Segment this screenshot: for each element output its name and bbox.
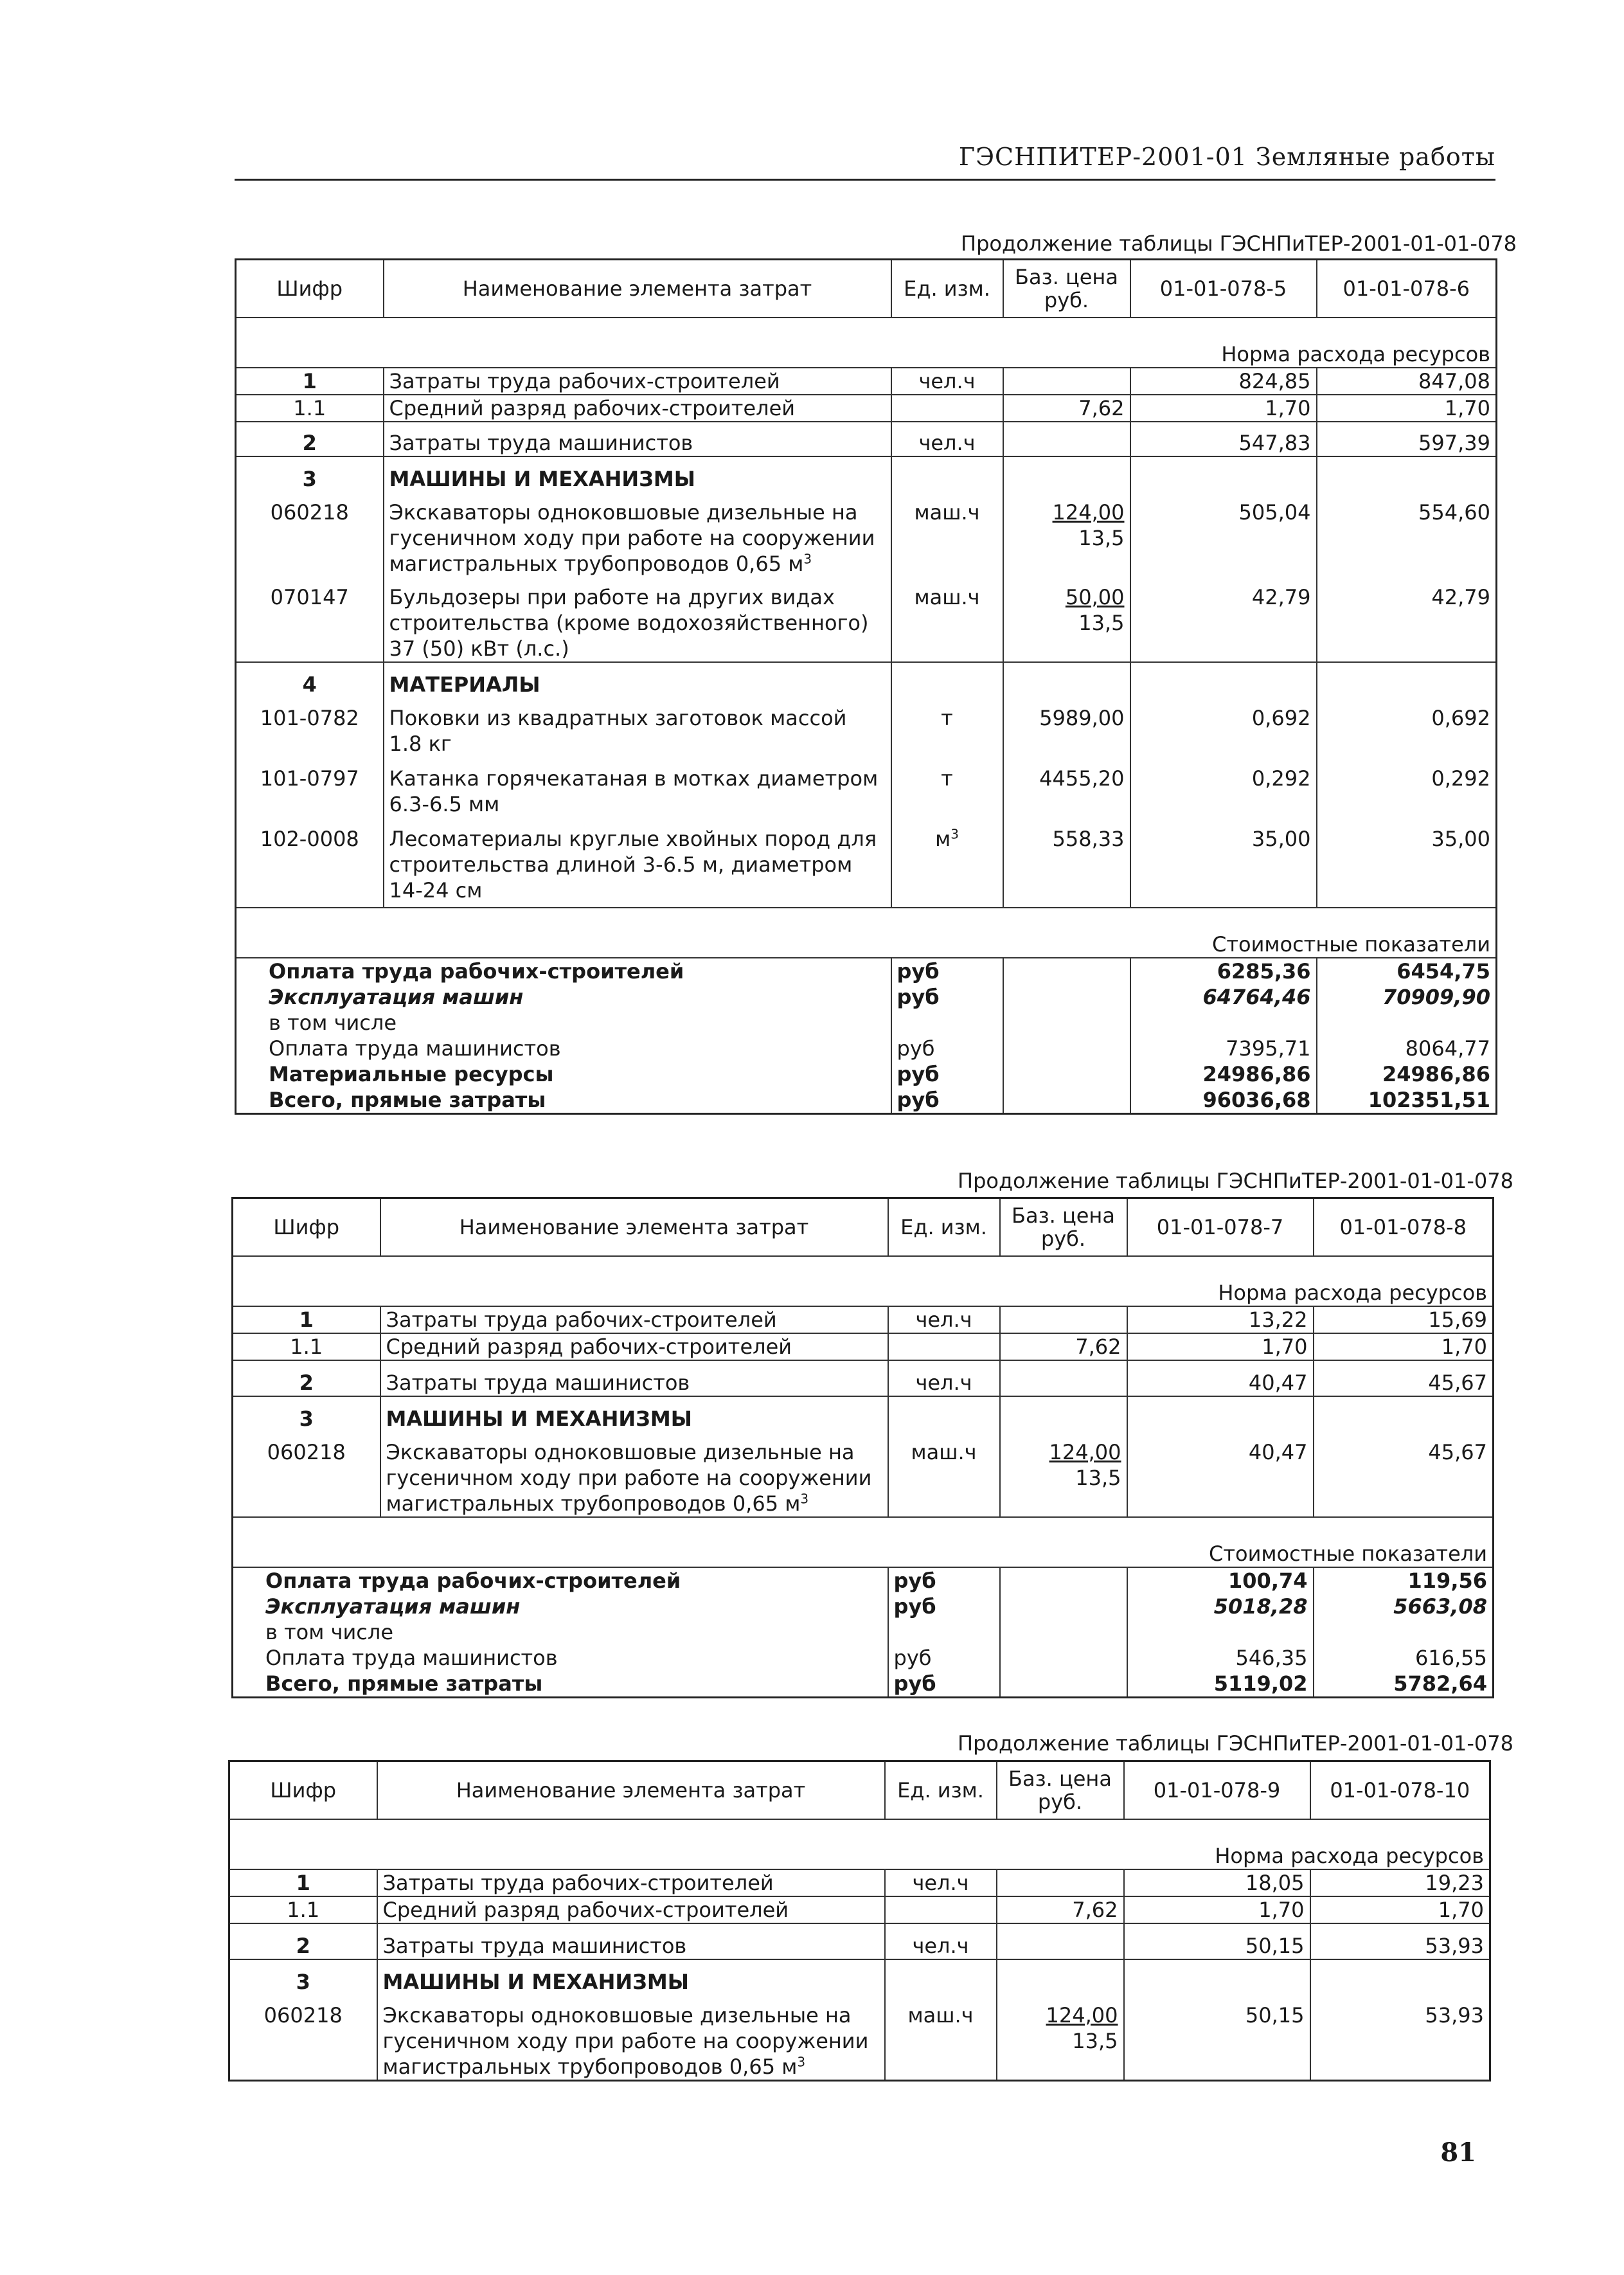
- table-row: 1.1 Средний разряд рабочих-строителей 7,62 1,70 1,70: [233, 1333, 1494, 1360]
- continuation-label: Продолжение таблицы ГЭСНПиТЕР-2001-01-01-078: [961, 231, 1517, 256]
- table-row: 3 МАШИНЫ И МЕХАНИЗМЫ: [233, 1396, 1494, 1432]
- table-row: 060218 Экскаваторы одноковшовые дизельные на гусеничном ходу при работе на сооружении магистральных трубопроводов 0,65 $м^3$ маш.ч 124,00 13,5 40,47 45,67: [233, 1432, 1494, 1517]
- cost-row: Оплата труда рабочих-строителей руб 100,74 119,56: [233, 1567, 1494, 1594]
- table-row: 3 МАШИНЫ И МЕХАНИЗМЫ: [229, 1959, 1490, 1995]
- table-row: 101-0782 Поковки из квадратных заготовок массой 1.8 кг т 5989,00 0,692 0,692: [236, 697, 1497, 757]
- resource-table-1: [235, 258, 1497, 1115]
- resource-table-2: [231, 1197, 1494, 1698]
- table-row: 3 МАШИНЫ И МЕХАНИЗМЫ: [236, 456, 1497, 492]
- header-title: ГЭСНПИТЕР-2001-01 Земляные работы: [958, 143, 1495, 171]
- col-header-name: Наименование элемента затрат: [384, 260, 891, 318]
- section-costs: Стоимостные показатели: [236, 908, 1497, 958]
- cost-row: Эксплуатация машин руб 64764,46 70909,90: [236, 984, 1497, 1010]
- table-row: 102-0008 Лесоматериалы круглые хвойных пород для строительства длиной 3-6.5 м, диаметром 14-24 см $м^3$ 558,33 35,00 35,00: [236, 817, 1497, 903]
- table-header-row: Шифр Наименование элемента затрат Ед. изм. Баз. цена руб. 01-01-078-7 01-01-078-8: [233, 1198, 1494, 1257]
- continuation-label: Продолжение таблицы ГЭСНПиТЕР-2001-01-01-078: [958, 1731, 1513, 1756]
- cost-row: Эксплуатация машин руб 5018,28 5663,08: [233, 1594, 1494, 1619]
- table-row: 101-0797 Катанка горячекатаная в мотках диаметром 6.3-6.5 мм т 4455,20 0,292 0,292: [236, 757, 1497, 817]
- page-number: 81: [1440, 2137, 1476, 2168]
- table-row: 2 Затраты труда машинистов чел.ч 547,83 597,39: [236, 422, 1497, 456]
- table-header-row: Шифр Наименование элемента затрат Ед. изм. Баз. цена руб. 01-01-078-9 01-01-078-10: [229, 1761, 1490, 1820]
- continuation-label: Продолжение таблицы ГЭСНПиТЕР-2001-01-01-078: [958, 1169, 1513, 1193]
- cost-row: Всего, прямые затраты руб 5119,02 5782,64: [233, 1671, 1494, 1698]
- table-row: 070147 Бульдозеры при работе на других видах строительства (кроме водохозяйственного) 37 (50) кВт (л.с.) маш.ч 50,00 13,5 42,79 42,79: [236, 577, 1497, 662]
- section-costs: Стоимостные показатели: [233, 1517, 1494, 1567]
- cost-row: Оплата труда машинистов руб 546,35 616,55: [233, 1645, 1494, 1671]
- table-row: 2 Затраты труда машинистов чел.ч 40,47 45,67: [233, 1360, 1494, 1396]
- table-row: 060218 Экскаваторы одноковшовые дизельные на гусеничном ходу при работе на сооружении магистральных трубопроводов 0,65 $м^3$ маш.ч 124,00 13,5 50,15 53,93: [229, 1995, 1490, 2081]
- section-norms: Норма расхода ресурсов: [229, 1819, 1490, 1869]
- cost-row: в том числе: [236, 1010, 1497, 1036]
- col-header-code: Шифр: [236, 260, 384, 318]
- col-header-b: 01-01-078-6: [1317, 260, 1497, 318]
- section-norms: Норма расхода ресурсов: [236, 318, 1497, 368]
- cost-row: Оплата труда рабочих-строителей руб 6285,36 6454,75: [236, 958, 1497, 984]
- cost-row: Материальные ресурсы руб 24986,86 24986,86: [236, 1061, 1497, 1087]
- col-header-unit: Ед. изм.: [891, 260, 1003, 318]
- resource-table-3: [228, 1760, 1491, 2082]
- table-row: 060218 Экскаваторы одноковшовые дизельные на гусеничном ходу при работе на сооружении магистральных трубопроводов 0,65 $м^3$ маш.ч 124,00 13,5 505,04 554,60: [236, 492, 1497, 577]
- table-row: 1 Затраты труда рабочих-строителей чел.ч 18,05 19,23: [229, 1869, 1490, 1896]
- page-header: [235, 140, 1495, 181]
- table-row: 1.1 Средний разряд рабочих-строителей 7,62 1,70 1,70: [236, 395, 1497, 422]
- table-row: 1.1 Средний разряд рабочих-строителей 7,62 1,70 1,70: [229, 1896, 1490, 1923]
- section-norms: Норма расхода ресурсов: [233, 1256, 1494, 1306]
- cost-row: Оплата труда машинистов руб 7395,71 8064,77: [236, 1036, 1497, 1061]
- table-row: 4 МАТЕРИАЛЫ: [236, 662, 1497, 697]
- table-row: 2 Затраты труда машинистов чел.ч 50,15 53,93: [229, 1923, 1490, 1959]
- table-row: 1 Затраты труда рабочих-строителей чел.ч 13,22 15,69: [233, 1306, 1494, 1333]
- cost-row: в том числе: [233, 1619, 1494, 1645]
- col-header-price: Баз. цена руб.: [1003, 260, 1130, 318]
- table-header-row: [236, 260, 1497, 318]
- cost-row: Всего, прямые затраты руб 96036,68 102351,51: [236, 1087, 1497, 1114]
- table-row: 1 Затраты труда рабочих-строителей чел.ч 824,85 847,08: [236, 368, 1497, 395]
- col-header-a: 01-01-078-5: [1130, 260, 1317, 318]
